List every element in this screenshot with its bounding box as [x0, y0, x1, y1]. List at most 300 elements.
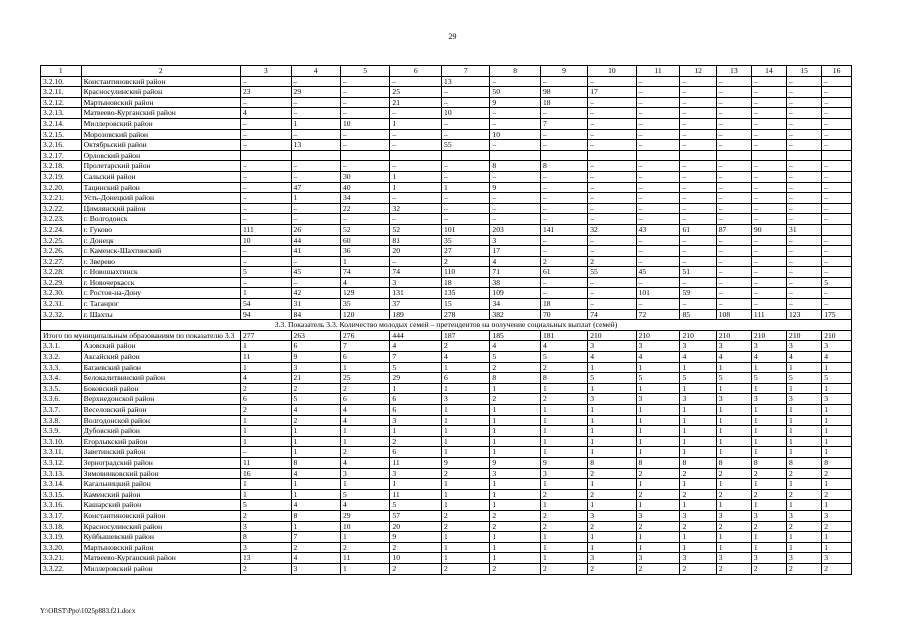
- row-code: 3.2.28.: [41, 267, 82, 278]
- municipality-name: г. Таганрог: [81, 299, 240, 310]
- value-cell: 4: [822, 352, 852, 363]
- value-cell: 1: [588, 405, 636, 416]
- value-cell: –: [490, 140, 541, 151]
- value-cell: [636, 150, 680, 161]
- value-cell: –: [340, 214, 389, 225]
- row-code: 3.2.18.: [41, 161, 82, 172]
- value-cell: –: [240, 256, 291, 267]
- value-cell: –: [636, 214, 680, 225]
- value-cell: 7: [291, 532, 340, 543]
- value-cell: 2: [490, 362, 541, 373]
- value-cell: 54: [240, 299, 291, 310]
- value-cell: 1: [540, 405, 587, 416]
- row-code: 3.3.19.: [41, 532, 82, 543]
- value-cell: 1: [716, 415, 751, 426]
- value-cell: 11: [390, 457, 442, 468]
- value-cell: 1: [240, 426, 291, 437]
- table-row: [41, 500, 852, 511]
- value-cell: 29: [390, 373, 442, 384]
- value-cell: –: [680, 182, 716, 193]
- table-row: [41, 447, 852, 458]
- value-cell: 1: [636, 415, 680, 426]
- value-cell: 1: [442, 553, 490, 564]
- value-cell: –: [442, 214, 490, 225]
- value-cell: 37: [390, 299, 442, 310]
- value-cell: –: [716, 161, 751, 172]
- value-cell: 3: [680, 510, 716, 521]
- value-cell: –: [822, 288, 852, 299]
- value-cell: –: [822, 76, 852, 87]
- value-cell: 20: [390, 246, 442, 257]
- table-row: [41, 479, 852, 490]
- municipality-name: г. Каменск-Шахтинский: [81, 246, 240, 257]
- value-cell: 1: [787, 532, 822, 543]
- value-cell: 2: [636, 521, 680, 532]
- value-cell: 4: [291, 500, 340, 511]
- row-code: 3.2.22.: [41, 203, 82, 214]
- table-row: [41, 246, 852, 257]
- value-cell: –: [291, 108, 340, 119]
- municipality-name: Тацинский район: [81, 182, 240, 193]
- value-cell: 1: [340, 563, 389, 574]
- table-row: [41, 171, 852, 182]
- value-cell: 10: [240, 235, 291, 246]
- value-cell: –: [751, 171, 786, 182]
- value-cell: 6: [291, 341, 340, 352]
- value-cell: –: [822, 140, 852, 151]
- value-cell: 1: [390, 171, 442, 182]
- table-row: [41, 352, 852, 363]
- value-cell: 3: [680, 341, 716, 352]
- value-cell: 101: [636, 288, 680, 299]
- value-cell: 2: [240, 383, 291, 394]
- value-cell: 4: [636, 352, 680, 363]
- page-number: 29: [448, 32, 457, 41]
- value-cell: 3: [636, 510, 680, 521]
- row-code: 3.3.15.: [41, 489, 82, 500]
- value-cell: –: [588, 129, 636, 140]
- value-cell: 2: [822, 521, 852, 532]
- value-cell: 4: [787, 352, 822, 363]
- value-cell: 1: [636, 447, 680, 458]
- municipality-name: Азовский район: [81, 341, 240, 352]
- value-cell: –: [540, 140, 587, 151]
- value-cell: [822, 150, 852, 161]
- value-cell: 10: [340, 118, 389, 129]
- value-cell: –: [716, 129, 751, 140]
- value-cell: 6: [240, 394, 291, 405]
- value-cell: 74: [390, 267, 442, 278]
- value-cell: –: [636, 277, 680, 288]
- value-cell: 34: [340, 193, 389, 204]
- value-cell: 1: [787, 405, 822, 416]
- column-number: 6: [390, 66, 442, 77]
- value-cell: 41: [291, 246, 340, 257]
- column-number: 9: [540, 66, 587, 77]
- value-cell: –: [636, 108, 680, 119]
- value-cell: –: [636, 76, 680, 87]
- total-value-cell: 210: [787, 330, 822, 341]
- value-cell: 3: [787, 341, 822, 352]
- value-cell: –: [716, 256, 751, 267]
- value-cell: 3: [588, 341, 636, 352]
- value-cell: 90: [751, 224, 786, 235]
- value-cell: 35: [442, 235, 490, 246]
- value-cell: 1: [442, 436, 490, 447]
- value-cell: –: [636, 140, 680, 151]
- value-cell: 1: [716, 500, 751, 511]
- value-cell: 9: [442, 457, 490, 468]
- value-cell: –: [822, 267, 852, 278]
- value-cell: 3: [822, 553, 852, 564]
- value-cell: –: [340, 129, 389, 140]
- row-code: 3.3.1.: [41, 341, 82, 352]
- value-cell: –: [787, 256, 822, 267]
- value-cell: 1: [822, 500, 852, 511]
- value-cell: –: [240, 447, 291, 458]
- value-cell: 57: [390, 510, 442, 521]
- table-row: [41, 140, 852, 151]
- value-cell: 1: [490, 383, 541, 394]
- value-cell: [540, 150, 587, 161]
- municipality-name: Морозовский район: [81, 129, 240, 140]
- value-cell: –: [240, 118, 291, 129]
- value-cell: –: [787, 171, 822, 182]
- value-cell: 1: [340, 362, 389, 373]
- value-cell: 3: [636, 394, 680, 405]
- table-row: [41, 405, 852, 416]
- value-cell: 3: [291, 563, 340, 574]
- municipality-name: Красносулинский район: [81, 87, 240, 98]
- value-cell: 1: [680, 415, 716, 426]
- value-cell: 2: [588, 521, 636, 532]
- value-cell: 26: [291, 224, 340, 235]
- municipality-name: Егорлыкский район: [81, 436, 240, 447]
- value-cell: –: [680, 161, 716, 172]
- value-cell: –: [822, 87, 852, 98]
- value-cell: –: [680, 171, 716, 182]
- value-cell: –: [751, 129, 786, 140]
- value-cell: –: [716, 214, 751, 225]
- header-row: [41, 66, 852, 77]
- value-cell: 9: [490, 97, 541, 108]
- row-code: 3.2.31.: [41, 299, 82, 310]
- value-cell: 1: [291, 426, 340, 437]
- value-cell: –: [240, 171, 291, 182]
- table-row: [41, 118, 852, 129]
- value-cell: 3: [716, 553, 751, 564]
- value-cell: 382: [490, 309, 541, 320]
- value-cell: 4: [340, 277, 389, 288]
- value-cell: –: [636, 299, 680, 310]
- value-cell: –: [588, 235, 636, 246]
- row-code: 3.3.9.: [41, 426, 82, 437]
- value-cell: 120: [340, 309, 389, 320]
- value-cell: 2: [716, 521, 751, 532]
- indicators-table: [40, 65, 852, 575]
- value-cell: –: [240, 214, 291, 225]
- value-cell: 278: [442, 309, 490, 320]
- value-cell: –: [240, 182, 291, 193]
- value-cell: 1: [442, 479, 490, 490]
- value-cell: 4: [340, 500, 389, 511]
- value-cell: 1: [340, 256, 389, 267]
- value-cell: 1: [340, 532, 389, 543]
- value-cell: –: [716, 182, 751, 193]
- value-cell: 74: [340, 267, 389, 278]
- total-value-cell: 210: [822, 330, 852, 341]
- value-cell: 36: [340, 246, 389, 257]
- value-cell: 35: [340, 299, 389, 310]
- value-cell: 2: [390, 542, 442, 553]
- municipality-name: г. Новочеркасск: [81, 277, 240, 288]
- value-cell: 1: [340, 436, 389, 447]
- municipality-name: Зимовниковский район: [81, 468, 240, 479]
- value-cell: [751, 150, 786, 161]
- value-cell: 13: [240, 553, 291, 564]
- value-cell: 2: [390, 436, 442, 447]
- value-cell: 1: [442, 447, 490, 458]
- value-cell: –: [680, 108, 716, 119]
- value-cell: 5: [787, 373, 822, 384]
- value-cell: 9: [490, 182, 541, 193]
- value-cell: 11: [240, 457, 291, 468]
- total-value-cell: 185: [490, 330, 541, 341]
- value-cell: 2: [490, 521, 541, 532]
- value-cell: [442, 150, 490, 161]
- value-cell: 13: [291, 140, 340, 151]
- column-number: 3: [240, 66, 291, 77]
- row-code: 3.2.11.: [41, 87, 82, 98]
- value-cell: –: [340, 97, 389, 108]
- value-cell: –: [787, 97, 822, 108]
- value-cell: –: [680, 76, 716, 87]
- value-cell: 1: [442, 489, 490, 500]
- value-cell: 1: [751, 362, 786, 373]
- value-cell: 27: [442, 246, 490, 257]
- value-cell: –: [716, 97, 751, 108]
- value-cell: 2: [822, 563, 852, 574]
- table-row: [41, 108, 852, 119]
- value-cell: 4: [588, 352, 636, 363]
- value-cell: 55: [442, 140, 490, 151]
- value-cell: 2: [822, 489, 852, 500]
- value-cell: 111: [240, 224, 291, 235]
- value-cell: –: [751, 214, 786, 225]
- section-title: 3.3. Показатель 3.3. Количество молодых семей – претендентов на получение социальных выплат (семей): [41, 320, 852, 331]
- value-cell: –: [787, 246, 822, 257]
- value-cell: –: [716, 171, 751, 182]
- value-cell: –: [822, 214, 852, 225]
- value-cell: 10: [340, 521, 389, 532]
- value-cell: 1: [442, 542, 490, 553]
- value-cell: 5: [636, 373, 680, 384]
- value-cell: –: [751, 256, 786, 267]
- value-cell: 5: [588, 373, 636, 384]
- value-cell: 1: [442, 182, 490, 193]
- value-cell: –: [490, 214, 541, 225]
- value-cell: 1: [390, 426, 442, 437]
- value-cell: 1: [822, 426, 852, 437]
- value-cell: 45: [636, 267, 680, 278]
- value-cell: 1: [716, 542, 751, 553]
- value-cell: –: [822, 161, 852, 172]
- value-cell: 87: [716, 224, 751, 235]
- value-cell: 1: [751, 479, 786, 490]
- row-code: 3.2.19.: [41, 171, 82, 182]
- value-cell: –: [340, 161, 389, 172]
- value-cell: 1: [442, 426, 490, 437]
- value-cell: 1: [340, 479, 389, 490]
- value-cell: 4: [442, 352, 490, 363]
- value-cell: –: [787, 288, 822, 299]
- value-cell: 1: [240, 489, 291, 500]
- value-cell: –: [751, 235, 786, 246]
- value-cell: –: [680, 87, 716, 98]
- value-cell: 1: [588, 479, 636, 490]
- table-row: [41, 193, 852, 204]
- value-cell: 1: [540, 426, 587, 437]
- value-cell: 2: [751, 563, 786, 574]
- column-number: 7: [442, 66, 490, 77]
- table-row: [41, 415, 852, 426]
- value-cell: 1: [442, 405, 490, 416]
- value-cell: 98: [540, 87, 587, 98]
- value-cell: –: [787, 118, 822, 129]
- table-row: [41, 129, 852, 140]
- table-row: [41, 489, 852, 500]
- row-code: 3.3.3.: [41, 362, 82, 373]
- value-cell: –: [751, 288, 786, 299]
- value-cell: 5: [716, 373, 751, 384]
- municipality-name: г. Донецк: [81, 235, 240, 246]
- value-cell: 1: [680, 436, 716, 447]
- value-cell: –: [291, 161, 340, 172]
- value-cell: –: [442, 129, 490, 140]
- value-cell: –: [240, 97, 291, 108]
- table-row: [41, 468, 852, 479]
- value-cell: [716, 150, 751, 161]
- value-cell: 1: [540, 436, 587, 447]
- row-code: 3.2.26.: [41, 246, 82, 257]
- value-cell: –: [716, 288, 751, 299]
- value-cell: –: [240, 161, 291, 172]
- value-cell: 2: [751, 489, 786, 500]
- table-row: [41, 203, 852, 214]
- value-cell: 1: [751, 426, 786, 437]
- total-value-cell: 210: [588, 330, 636, 341]
- value-cell: –: [787, 235, 822, 246]
- value-cell: 123: [787, 309, 822, 320]
- value-cell: 3: [390, 415, 442, 426]
- value-cell: 18: [540, 97, 587, 108]
- municipality-name: Дубовский район: [81, 426, 240, 437]
- value-cell: –: [442, 171, 490, 182]
- value-cell: 1: [822, 542, 852, 553]
- value-cell: –: [680, 118, 716, 129]
- value-cell: 1: [787, 415, 822, 426]
- value-cell: 1: [822, 362, 852, 373]
- value-cell: 3: [490, 468, 541, 479]
- value-cell: 85: [680, 309, 716, 320]
- municipality-name: Сальский район: [81, 171, 240, 182]
- value-cell: 15: [442, 299, 490, 310]
- value-cell: 3: [822, 510, 852, 521]
- value-cell: 1: [716, 362, 751, 373]
- value-cell: 101: [442, 224, 490, 235]
- value-cell: 1: [716, 479, 751, 490]
- value-cell: 3: [822, 394, 852, 405]
- row-code: 3.3.6.: [41, 394, 82, 405]
- value-cell: 3: [588, 394, 636, 405]
- municipality-name: Орловский район: [81, 150, 240, 161]
- value-cell: 32: [588, 224, 636, 235]
- value-cell: 2: [490, 510, 541, 521]
- value-cell: 2: [588, 563, 636, 574]
- value-cell: 2: [291, 542, 340, 553]
- municipality-name: Багаевский район: [81, 362, 240, 373]
- value-cell: 1: [390, 182, 442, 193]
- value-cell: 1: [588, 542, 636, 553]
- value-cell: 42: [291, 288, 340, 299]
- value-cell: –: [822, 203, 852, 214]
- municipality-name: Боковский район: [81, 383, 240, 394]
- value-cell: 10: [442, 108, 490, 119]
- value-cell: 6: [442, 373, 490, 384]
- total-value-cell: 210: [680, 330, 716, 341]
- row-code: 3.3.13.: [41, 468, 82, 479]
- value-cell: [822, 224, 852, 235]
- value-cell: –: [787, 182, 822, 193]
- value-cell: 1: [540, 383, 587, 394]
- value-cell: 2: [442, 510, 490, 521]
- value-cell: 8: [540, 373, 587, 384]
- value-cell: 3: [588, 553, 636, 564]
- value-cell: 5: [340, 489, 389, 500]
- value-cell: 40: [340, 182, 389, 193]
- value-cell: –: [751, 182, 786, 193]
- value-cell: –: [291, 203, 340, 214]
- value-cell: –: [751, 203, 786, 214]
- value-cell: –: [716, 267, 751, 278]
- row-code: 3.3.18.: [41, 521, 82, 532]
- value-cell: 1: [588, 426, 636, 437]
- value-cell: 1: [588, 436, 636, 447]
- value-cell: 4: [716, 352, 751, 363]
- value-cell: 2: [680, 468, 716, 479]
- value-cell: –: [588, 214, 636, 225]
- value-cell: 2: [636, 468, 680, 479]
- row-code: 3.3.21.: [41, 553, 82, 564]
- table-row: [41, 150, 852, 161]
- value-cell: –: [680, 277, 716, 288]
- municipality-name: Каменский район: [81, 489, 240, 500]
- value-cell: 5: [490, 352, 541, 363]
- row-code: 3.3.8.: [41, 415, 82, 426]
- value-cell: 2: [340, 447, 389, 458]
- table-row: [41, 235, 852, 246]
- value-cell: 3: [240, 521, 291, 532]
- value-cell: 1: [822, 415, 852, 426]
- value-cell: 8: [636, 457, 680, 468]
- value-cell: 1: [588, 362, 636, 373]
- value-cell: –: [540, 182, 587, 193]
- value-cell: –: [680, 256, 716, 267]
- value-cell: 3: [240, 542, 291, 553]
- value-cell: [291, 150, 340, 161]
- value-cell: 1: [390, 479, 442, 490]
- value-cell: 4: [291, 468, 340, 479]
